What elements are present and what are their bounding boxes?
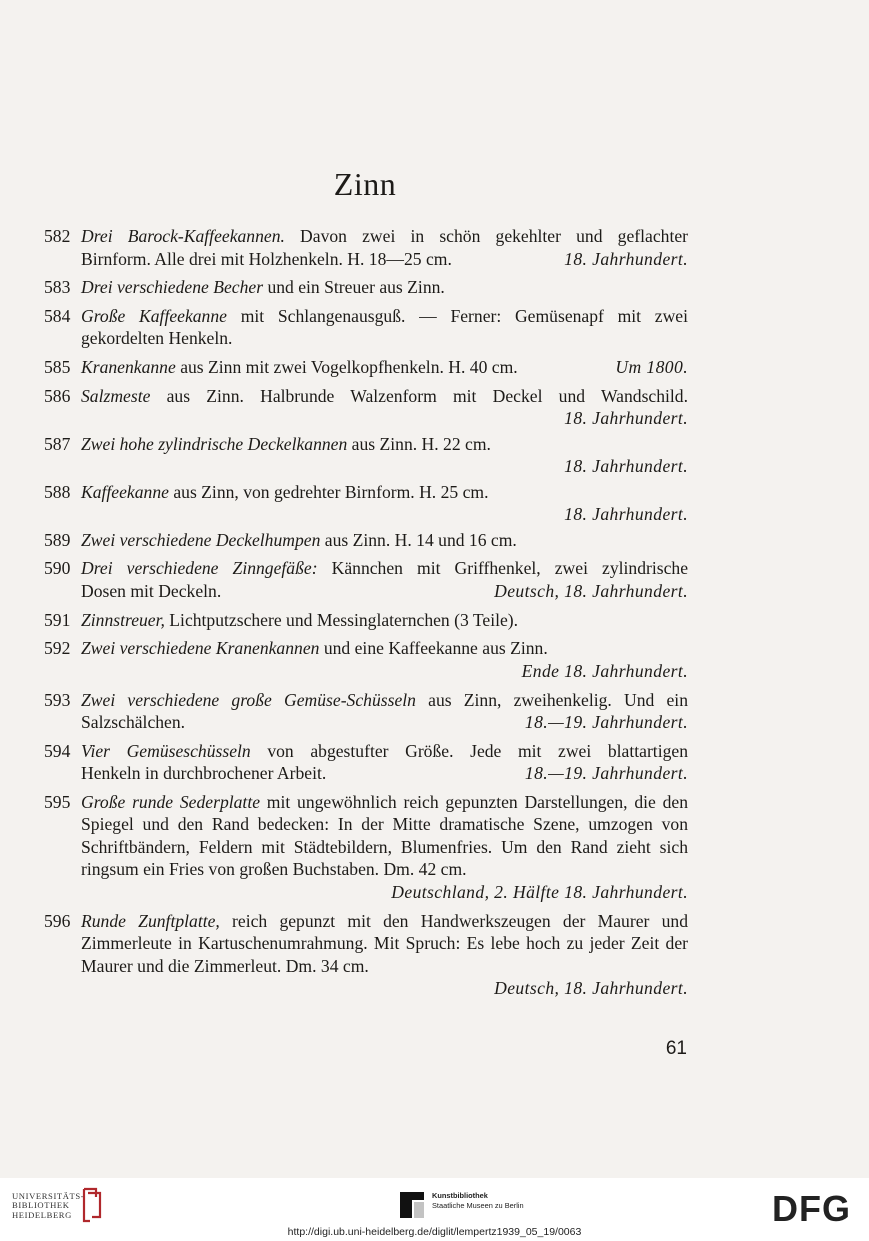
lot-description-cont: Dosen mit Deckeln.	[81, 580, 222, 601]
dfg-logo: DFG	[772, 1188, 851, 1229]
lot-date: Deutsch, 18. Jahrhundert.	[494, 580, 688, 601]
lot-date: 18. Jahrhundert.	[564, 248, 688, 269]
lot-title: Zwei verschiedene große Gemüse-Schüsseln	[81, 689, 416, 710]
lot-description: von abgestufter Größe. Jede mit zwei blattartigen	[250, 740, 688, 761]
lot-date: Deutschland, 2. Hälfte 18. Jahrhundert.	[391, 881, 688, 902]
lot-title: Kaffeekanne	[81, 481, 169, 502]
lot-description-cont: Henkeln in durchbrochener Arbeit.	[81, 763, 327, 784]
lot-title: Runde Zunftplatte,	[81, 910, 220, 931]
lot-date: 18. Jahrhundert.	[564, 456, 688, 477]
lot-title: Zinnstreuer,	[81, 609, 165, 630]
lot-list	[44, 225, 688, 1006]
lot-entry	[44, 609, 688, 632]
lot-entry	[44, 433, 688, 478]
lot-description-cont: gekordelten Henkeln.	[81, 328, 233, 349]
lot-date: 18.—19. Jahrhundert.	[524, 763, 688, 784]
lot-description: mit Schlangenausguß. — Ferner: Gemüsenapf mit zwei	[226, 305, 689, 326]
lot-number: 585	[44, 357, 71, 378]
lot-title: Salzmeste	[81, 385, 151, 406]
page-number: 61	[665, 1038, 687, 1059]
lot-description: Davon zwei in schön gekehlter und geflachter	[284, 226, 689, 246]
lot-entry	[44, 529, 688, 552]
lot-description: mit ungewöhnlich reich gepunzten Darstellungen, die den Spiegel und den Rand bedecken: In der Mitte dramatische Szene, umzogen von Schriftbändern, Feldern mit Städtebildern, Blumenfries. Um den Rand zieht sich ringsum ein Fries von großen Buchstaben. Dm. 42 cm.	[81, 791, 688, 880]
lot-entry	[44, 791, 688, 904]
lot-entry	[44, 481, 688, 526]
lot-title: Drei Barock-Kaffeekannen.	[81, 226, 285, 246]
lot-number: 589	[44, 529, 71, 550]
lot-description-cont: Salzschälchen.	[81, 712, 186, 732]
lot-number: 593	[44, 689, 71, 710]
lot-number: 587	[44, 433, 71, 454]
lot-description: aus Zinn, zweihenkelig. Und ein	[415, 689, 688, 710]
lot-description: aus Zinn. H. 22 cm.	[347, 433, 491, 454]
lot-entry	[44, 305, 688, 350]
lot-description-cont: Birnform. Alle drei mit Holzhenkeln. H. 18—25 cm.	[81, 248, 452, 269]
uni-heidelberg-logo-text: UNIVERSITÄTS- BIBLIOTHEK HEIDELBERG	[12, 1191, 85, 1220]
footer-bar	[0, 1178, 869, 1241]
lot-entry	[44, 910, 688, 1000]
lot-date: 18. Jahrhundert.	[564, 504, 688, 525]
page-title: Zinn	[333, 166, 397, 202]
source-url[interactable]: http://digi.ub.uni-heidelberg.de/diglit/lempertz1939_05_19/0063	[287, 1226, 582, 1238]
lot-entry	[44, 276, 688, 299]
kunstbibliothek-logo-icon	[398, 1190, 426, 1220]
lot-number: 583	[44, 277, 71, 298]
lot-description: und eine Kaffeekanne aus Zinn.	[319, 638, 548, 659]
lot-entry	[44, 637, 688, 682]
uni-heidelberg-logo-icon	[80, 1187, 104, 1223]
lot-entry	[44, 385, 688, 430]
lot-number: 588	[44, 481, 71, 502]
lot-number: 584	[44, 305, 71, 326]
lot-entry	[44, 557, 688, 602]
lot-date: 18.—19. Jahrhundert.	[524, 712, 688, 732]
lot-description: reich gepunzt mit den Handwerkszeugen der Maurer und Zimmerleute in Kartuschenumrahmung. Mit Spruch: Es lebe hoch zu jeder Zeit der Maurer und die Zimmerleut. Dm. 34 cm.	[81, 910, 689, 976]
lot-entry	[44, 740, 688, 785]
lot-description: aus Zinn. H. 14 und 16 cm.	[320, 529, 517, 550]
lot-description: Kännchen mit Griffhenkel, zwei zylindrische	[317, 558, 688, 579]
lot-number: 591	[44, 609, 71, 630]
kunstbibliothek-label: Kunstbibliothek Staatliche Museen zu Berlin	[432, 1191, 524, 1210]
lot-date: Deutsch, 18. Jahrhundert.	[494, 978, 688, 999]
lot-title: Kranenkanne	[81, 357, 176, 378]
lot-title: Große runde Sederplatte	[81, 791, 261, 812]
lot-entry	[44, 356, 688, 379]
lot-title: Zwei verschiedene Kranenkannen	[81, 638, 320, 659]
lot-description: und ein Streuer aus Zinn.	[263, 277, 445, 298]
lot-date: Um 1800.	[615, 357, 688, 378]
lot-title: Drei verschiedene Zinngefäße:	[81, 558, 318, 579]
lot-number: 592	[44, 638, 71, 659]
lot-title: Vier Gemüseschüsseln	[81, 740, 251, 761]
lot-date: 18. Jahrhundert.	[564, 408, 688, 429]
lot-date: Ende 18. Jahrhundert.	[521, 660, 688, 681]
lot-entry	[44, 225, 688, 270]
lot-title: Drei verschiedene Becher	[81, 277, 264, 298]
lot-description: aus Zinn mit zwei Vogelkopfhenkeln. H. 40 cm.	[175, 357, 518, 378]
lot-number: 595	[44, 791, 71, 812]
lot-entry	[44, 689, 688, 734]
lot-number: 586	[44, 385, 71, 406]
lot-title: Große Kaffeekanne	[81, 305, 227, 326]
lot-number: 582	[44, 226, 71, 246]
lot-description: aus Zinn. Halbrunde Walzenform mit Deckel und Wandschild.	[150, 385, 688, 406]
lot-number: 594	[44, 740, 71, 761]
lot-number: 590	[44, 558, 71, 579]
lot-title: Zwei verschiedene Deckelhumpen	[81, 529, 321, 550]
lot-title: Zwei hohe zylindrische Deckelkannen	[81, 433, 348, 454]
lot-description: aus Zinn, von gedrehter Birnform. H. 25 cm.	[168, 481, 489, 502]
lot-number: 596	[44, 910, 71, 931]
lot-description: Lichtputzschere und Messinglaternchen (3 Teile).	[164, 609, 519, 630]
